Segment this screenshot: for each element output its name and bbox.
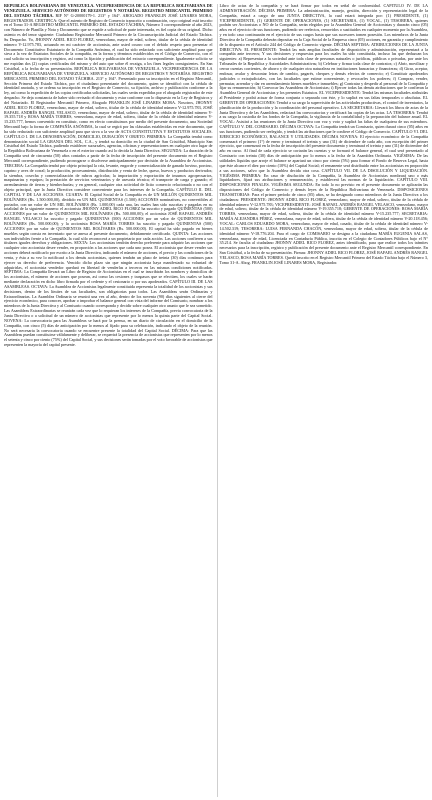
- column-left-body: RIF N° G-20000179-1. 213° y 164°. ABOGADO FRANKLIN JOSÉ LINARES MORA, REGISTRADOR. CERTIFICA: Que el asiento de Registro de Comercio transcrito a continuación, cuyo original está inscrito en el Tomo 31-A REGISTRO MERCANTIL PRIMERO DEL ESTADO TÁCHIRA, Número 3 correspondiente al año 2023, con Número de Planilla y Nota y Documento que se expide a solicitud de parte interesada, es fiel copia de su original. Dicho asiento es del tenor siguiente: Ciudadano Registrador Mercantil Primero de la Circunscripción Judicial del Estado Táchira. Su Despacho. Yo, JHONNY ADIEL RICO FLOREZ, venezolano, mayor de edad, soltero, titular de la cédula de identidad número V-12.975.783, actuando en mi carácter de accionista, ante usted ocurro con el debido respeto para presentar el Documento Constitutivo Estatutario de la Compañía Anónima, el cual ha sido redactado con suficiente amplitud para que sirva a la vez de Estatutos Sociales de la compañía, en la forma y términos establecidos en el Código de Comercio, con el cual solicito su inscripción y registro, así como la fijación y publicación del extracto correspondiente. Igualmente solicito se me expidan dos (2) copias certificadas del mismo y del auto que sobre él recaiga, a los fines legales consiguientes. En San Cristóbal, a la fecha de su presentación. REPÚBLICA BOLIVARIANA DE VENEZUELA. VICEPRESIDENCIA DE LA REPÚBLICA BOLIVARIANA DE VENEZUELA. SERVICIO AUTÓNOMO DE REGISTROS Y NOTARÍAS. REGISTRO MERCANTIL PRIMERO DEL ESTADO TÁCHIRA. 213° y 164°. Presentado para su inscripción en el Registro Mercantil, Sección Primera del Estado Táchira, por el ciudadano presentante del documento, quien se identificó con la cédula de identidad anotada, y se ordena su inscripción en el Registro de Comercio, su fijación, archivo y publicación conforme a la ley, así como la expedición de las copias certificadas solicitadas, las cuales serán expedidas por el abogado registrador de este despacho. Se deja constancia de haber sido revisado el documento y estar conforme con lo dispuesto en la Ley de Registros y del Notariado. El Registrador Mercantil Primero, Abogado FRANKLIN JOSÉ LINARES MORA. Nosotros, JHONNY ADIEL RICO FLOREZ, venezolano, mayor de edad, soltero, titular de la cédula de identidad número V-12.975.783, JOSÉ RAFAEL ANDRÉS RANGEL VELASCO, venezolano, mayor de edad, soltero, titular de la cédula de identidad número V-19.355.718 y ROSA MARÍA TORRES, venezolana, mayor de edad, soltera, titular de la cédula de identidad número V-15.235.777, hemos convenido en constituir, como en efecto constituimos por medio del presente documento, una Sociedad Mercantil bajo la forma de COMPAÑÍA ANÓNIMA, la cual se regirá por las cláusulas establecidas en este documento, que ha sido redactado con suficiente amplitud para que sirva a la vez de ACTA CONSTITUTIVA Y ESTATUTOS SOCIALES. CAPÍTULO I. DE LA DENOMINACIÓN, DOMICILIO, DURACIÓN Y OBJETO. PRIMERA: La Compañía tendrá como denominación social LA GRANJA DEL SOL, C.A., y tendrá su domicilio en la ciudad de San Cristóbal, Municipio San Cristóbal del Estado Táchira, pudiendo establecer sucursales, agencias, oficinas y representaciones en cualquier otro lugar de la República Bolivariana de Venezuela o en el exterior cuando así lo decida la Junta Directiva. SEGUNDA: La duración de la Compañía será de cincuenta (50) años contados a partir de la fecha de inscripción del presente documento en el Registro Mercantil correspondiente, pudiendo prorrogarse o disolverse anticipadamente por decisión de la Asamblea de Accionistas. TERCERA: La Compañía tendrá por objeto principal la cría, levante, engorde y comercialización de ganado bovino, porcino, caprino y aves de corral; la producción, procesamiento, distribución y venta de leche, queso, huevos y productos derivados; la siembra, cosecha y comercialización de rubros agrícolas; la importación y exportación de insumos agropecuarios, maquinarias y equipos; la prestación de servicios veterinarios y de asesoría técnica; el transporte de carga y ganado; el arrendamiento de tierras y bienhechurías; y en general, cualquier otra actividad de lícito comercio relacionada o no con el objeto principal, que la Junta Directiva considere conveniente para los intereses de la Compañía. CAPÍTULO II. DEL CAPITAL Y DE LAS ACCIONES. CUARTA: El Capital Social de la Compañía es de UN MILLÓN QUINIENTOS MIL BOLÍVARES (Bs. 1.500.000,00), dividido en UN MIL QUINIENTAS (1.500) ACCIONES nominativas, no convertibles al portador, con un valor de UN MIL BOLÍVARES (Bs. 1.000,00) cada una, las cuales han sido suscritas y pagadas en su totalidad de la siguiente manera: el accionista JHONNY ADIEL RICO FLOREZ ha suscrito y pagado QUINIENTAS (500) ACCIONES por un valor de QUINIENTOS MIL BOLÍVARES (Bs. 500.000,00); el accionista JOSÉ RAFAEL ANDRÉS RANGEL VELASCO ha suscrito y pagado QUINIENTAS (500) ACCIONES por un valor de QUINIENTOS MIL BOLÍVARES (Bs. 500.000,00); y la accionista ROSA MARÍA TORRES ha suscrito y pagado QUINIENTAS (500) ACCIONES por un valor de QUINIENTOS MIL BOLÍVARES (Bs. 500.000,00). El capital ha sido pagado en bienes muebles según consta en inventario que se anexa al presente documento, debidamente certificado. QUINTA: Las acciones son indivisibles frente a la Compañía, la cual sólo reconocerá a un propietario por cada acción. Las acciones confieren a sus titulares iguales derechos y obligaciones. SEXTA: Los accionistas tendrán derecho preferente para adquirir las acciones que cualquier otro accionista desee vender, en proporción a las acciones que cada uno posea. El accionista que desee vender sus acciones deberá notificarlo por escrito a la Junta Directiva, indicando el número de acciones, el precio y las condiciones de la venta, y ésta a su vez lo notificará a los demás accionistas, quienes tendrán un plazo de treinta (30) días continuos para ejercer su derecho de preferencia. Vencido dicho plazo sin que ningún accionista haya manifestado su voluntad de adquirirlas, el accionista vendedor quedará en libertad de venderlas a terceros en las mismas condiciones notificadas. SÉPTIMA: La Compañía llevará un Libro de Registro de Accionistas en el cual se inscribirán los nombres y domicilios de los accionistas, el número de acciones que posean, así como las cesiones y traspasos que se efectúen, los cuales se harán mediante declaración en dicho libro firmada por el cedente y el cesionario o por sus apoderados. CAPÍTULO III. DE LAS ASAMBLEAS. OCTAVA: La Asamblea de Accionistas legalmente constituida representa la totalidad de los accionistas y sus decisiones, dentro de los límites de sus facultades, son obligatorias para todos. Las Asambleas serán Ordinarias y Extraordinarias. La Asamblea Ordinaria se reunirá una vez al año, dentro de los noventa (90) días siguientes al cierre del ejercicio económico, para conocer, aprobar o improbar el balance general con vista del informe del Comisario, nombrar a los miembros de la Junta Directiva y al Comisario cuando corresponda y decidir sobre cualquier otro asunto que le sea sometido. Las Asambleas Extraordinarias se reunirán cada vez que lo requieran los intereses de la Compañía, previa convocatoria de la Junta Directiva o a solicitud de un número de accionistas que represente por lo menos la quinta parte del Capital Social. NOVENA: La convocatoria para las Asambleas se hará por la prensa, en un diario de circulación en el domicilio de la Compañía, con cinco (5) días de anticipación por lo menos al fijado para su celebración, indicando el objeto de la reunión. No será necesaria la convocatoria cuando se encuentre presente la totalidad del Capital Social. DÉCIMA: Para que las Asambleas puedan constituirse válidamente y deliberar, se requerirá la presencia de accionistas que representen por lo menos el setenta y cinco por ciento (75%) del Capital Social, y sus decisiones serán tomadas por el voto favorable de accionistas que representen la mayoría del capital presente.: [4, 12, 213, 348]
- column-right-body: Libro de actas de la compañía y se hará firmar por todos en señal de conformidad. CAPÍTULO IV. DE LA ADMINISTRACIÓN. DÉCIMA PRIMERA: La administración, manejo, gestión, dirección y representación legal de la Compañía, estará a cargo de una JUNTA DIRECTIVA, la cual estará integrada por: (1) PRESIDENTE, (1) VICEPRESIDENTE, (1) GERENTE DE OPERACIONES, (1) SECRETARIA, (1) VOCAL, (1) TESORERA, quienes podrán ser Accionistas o NO de la Compañía, serán elegidos por la Asamblea General de Accionistas y durarán cinco (05) años en el ejercicio de sus funciones, pudiendo ser reelectos, removidos o sustituidos en cualquier momento por la Asamblea, y en todo caso continuarán en el ejercicio de sus cargos hasta que sus sucesores tomen posesión. Los miembros de la Junta Directiva de la Compañía deberán depositar en la Caja Social de la Empresa cinco (05) acciones, en garantía y cumplimiento de lo dispuesto en el Artículo 244 del Código de Comercio vigente. DÉCIMA SEPTIMA: ATRIBUCIONES DE LA JUNTA DIRECTIVA: EL PRESIDENTE: Tendrá las más amplias facultades de disposición y administración, representará a la compañía ante terceros; Y sus decisiones y respuestas para los cuales ha sido constituida, incluso las que deduzcan los siguientes: a) Representar a la sociedad ante toda clase de personas naturales o jurídicas, públicas o privadas, por ante los Tribunales de la República y Autoridades Administrativas; b) Celebrar y firmar toda clase de contratos; c) Abrir, movilizar y cerrar cuentas corrientes, de ahorro y de cualquier otra naturaleza en instituciones bancarias y financieras; d) Girar, aceptar, endosar, avalar y descontar letras de cambio, pagarés, cheques y demás efectos de comercio; e) Constituir apoderados judiciales o extrajudiciales, con las facultades que estime conveniente, y revocarles los poderes; f) Comprar, vender, permutar, arrendar y dar en arrendamiento bienes muebles e inmuebles; g) Contratar y despedir al personal de la Compañía y fijar su remuneración; h) Convocar las Asambleas de Accionistas; i) Ejercer todas las demás atribuciones que le confieran la Asamblea General de Accionistas y los presentes Estatutos. EL VICEPRESIDENTE: Tendrá las mismas facultades atribuidas al Presidente y podrá actuar de forma conjunta o separada con éste, y lo suplirá en sus faltas temporales o absolutas. EL GERENTE DE OPERACIONES: Tendrá a su cargo la supervisión de las actividades productivas, el control de inventarios, la planificación de la producción y la coordinación del personal operativo. LA SECRETARIA: Llevará los libros de actas de la Junta Directiva y de las Asambleas, redactará las convocatorias y certificará las copias de las actas. LA TESORERA: Tendrá a su cargo la custodia de los fondos de la Compañía, la vigilancia de la contabilidad y la preparación del balance anual. EL VOCAL: Asistirá a las reuniones de la Junta Directiva con voz y voto y suplirá las faltas de cualquiera de sus miembros. CAPÍTULO V. DEL COMISARIO. DÉCIMA OCTAVA: La Compañía tendrá un Comisario, quien durará cinco (05) años en sus funciones, pudiendo ser reelegido, y tendrá las atribuciones que le confiere el Código de Comercio. CAPÍTULO VI. DEL EJERCICIO ECONÓMICO, BALANCE Y UTILIDADES. DÉCIMA NOVENA: El ejercicio económico de la Compañía comenzará el primero (1°) de enero y terminará el treinta y uno (31) de diciembre de cada año, con excepción del primer ejercicio, que comenzará en la fecha de inscripción del presente documento y terminará el treinta y uno (31) de diciembre del año en curso. Al final de cada ejercicio se cortarán las cuentas y se formará el balance general, el cual será presentado al Comisario con treinta (30) días de anticipación por lo menos a la fecha de la Asamblea Ordinaria. VIGÉSIMA: De las utilidades líquidas que arroje el balance se apartará un cinco por ciento (5%) para formar el Fondo de Reserva Legal, hasta que éste alcance el diez por ciento (10%) del Capital Social; el remanente será distribuido entre los accionistas en proporción a sus acciones, salvo que la Asamblea decida otra cosa. CAPÍTULO VII. DE LA DISOLUCIÓN Y LIQUIDACIÓN. VIGÉSIMA PRIMERA: En caso de disolución de la Compañía, la Asamblea de Accionistas nombrará uno o más liquidadores, fijará sus atribuciones y remuneración, y establecerá las normas de la liquidación. CAPÍTULO VIII. DISPOSICIONES FINALES. VIGÉSIMA SEGUNDA: En todo lo no previsto en el presente documento se aplicarán las disposiciones del Código de Comercio y demás leyes de la República Bolivariana de Venezuela. DISPOSICIONES TRANSITORIAS: Para el primer período de cinco (05) años, se ha designado como miembros de la Junta Directiva a los ciudadanos: PRESIDENTE: JHONNY ADIEL RICO FLOREZ, venezolano, mayor de edad, soltero, titular de la cédula de identidad número V-12.975.783; VICEPRESIDENTE: JOSÉ RAFAEL ANDRÉS RANGEL VELASCO, venezolano, mayor de edad, soltero, titular de la cédula de identidad número V-19.355.718; GERENTE DE OPERACIONES: ROSA MARÍA TORRES, venezolana, mayor de edad, soltera, titular de la cédula de identidad número V-15.235.777; SECRETARIA: MARÍA ALEJANDRA PÉREZ, venezolana, mayor de edad, soltera, titular de la cédula de identidad número V-20.118.456; VOCAL: CARLOS EDUARDO MORA, venezolano, mayor de edad, casado, titular de la cédula de identidad número V-14.502.319; TESORERA: LUISA FERNANDA CHACÓN, venezolana, mayor de edad, soltera, titular de la cédula de identidad número V-18.776.204. Para el cargo de COMISARIO se designa a la ciudadana MARÍA EUGENIA SALAS, venezolana, mayor de edad, Licenciada en Contaduría Pública, inscrita en el Colegio de Contadores Públicos bajo el N° 35.214. Se faculta al ciudadano JHONNY ADIEL RICO FLOREZ, antes identificado, para que realice todos los trámites necesarios para la inscripción, registro y publicación del presente documento ante el Registro Mercantil correspondiente. En San Cristóbal, a la fecha de su presentación. Firmas: JHONNY ADIEL RICO FLOREZ, JOSÉ RAFAEL ANDRÉS RANGEL VELASCO, ROSA MARÍA TORRES. Quedó inscrito en el Registro Mercantil Primero del Estado Táchira bajo el Número 3, Tomo 31-A. Abog. FRANKLIN JOSÉ LINARES MORA, Registrador.: [219, 4, 428, 265]
- paragraph-left: [4, 4, 213, 348]
- text-column-right: [217, 4, 429, 797]
- document-heading: REPÚBLICA BOLIVARIANA DE VENEZUELA. VICEPRESIDENCIA DE LA REPÚBLICA BOLIVARIANA DE VENEZUELA. SERVICIO AUTÓNOMO DE REGISTROS Y NOTARÍAS. REGISTRO MERCANTIL PRIMERO DEL ESTADO TÁCHIRA.: [4, 4, 213, 18]
- paragraph-right: [220, 4, 429, 266]
- text-column-left: [4, 4, 213, 797]
